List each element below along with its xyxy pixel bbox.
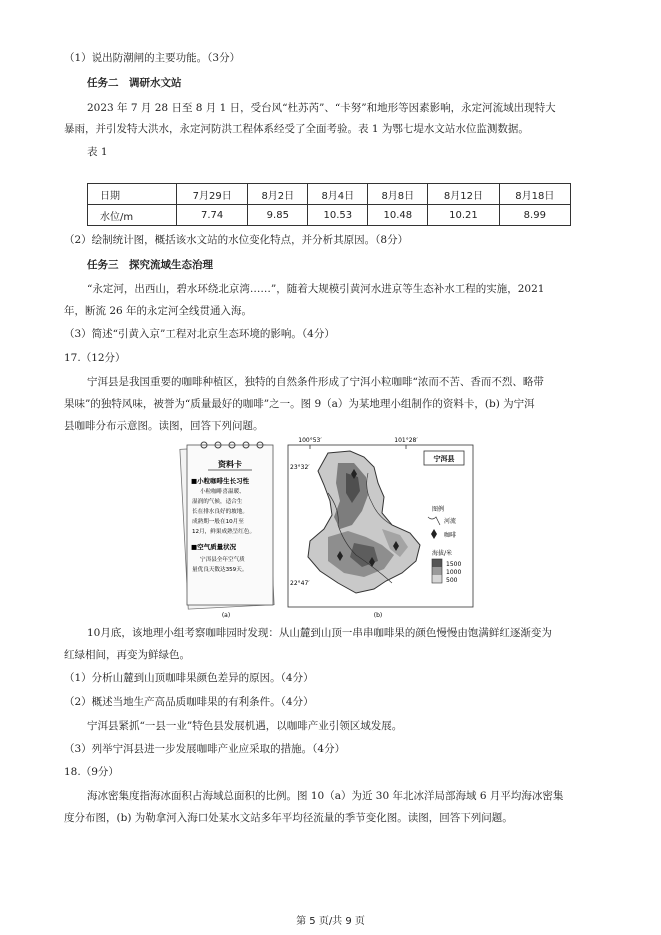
- map-subcaption: (b): [373, 612, 383, 619]
- q18-heading: 18.（9分）: [64, 766, 119, 778]
- table-cell: 9.85: [248, 205, 308, 226]
- ninger-map: [288, 437, 473, 619]
- paragraph-line: 2023 年 7 月 28 日至 8 月 1 日，受台风“杜苏芮”、“卡努”和地形等因素影响，永定河流域出现特大: [87, 102, 556, 114]
- table-header-cell: 日期: [88, 184, 177, 205]
- card-title: 资料卡: [218, 460, 242, 469]
- q17-1-line: （1）分析山麓到山顶咖啡果颜色差异的原因。（4分）: [64, 672, 314, 684]
- q2-line: （2）绘制统计图，概括该水文站的水位变化特点，并分析其原因。（8分）: [64, 234, 409, 246]
- table-cell: 8月8日: [368, 184, 428, 205]
- paragraph-line: 年，断流 26 年的永定河全线贯通入海。: [64, 305, 253, 317]
- paragraph-line: 红绿相间，再变为鲜绿色。: [64, 649, 190, 661]
- elevation-value: 1500: [446, 561, 462, 568]
- table-cell: 7月29日: [177, 184, 248, 205]
- card-heading: ■空气质量状况: [191, 543, 237, 551]
- table-cell: 7.74: [177, 205, 248, 226]
- card-text: 小粒咖啡喜温暖、: [200, 489, 245, 495]
- resource-card: [180, 442, 274, 619]
- task2-heading: 任务二 调研水文站: [87, 77, 182, 89]
- paragraph-line: 县咖啡分布示意图。读图，回答下列问题。: [64, 420, 264, 432]
- legend-river: 河流: [444, 518, 457, 525]
- table-cell: 8月2日: [248, 184, 308, 205]
- paragraph-line: 度分布图，(b) 为勒拿河入海口处某水文站多年平均径流量的季节变化图。读图，回答下列问题。: [64, 812, 513, 824]
- table-cell: 8.99: [499, 205, 570, 226]
- table-cell: 10.53: [308, 205, 368, 226]
- q17-2-line: （2）概述当地生产高品质咖啡果的有利条件。（4分）: [64, 696, 314, 708]
- card-text: 12月，鲜果成熟呈红色。: [192, 529, 256, 535]
- elevation-value: 1000: [446, 569, 462, 576]
- longitude-label: 101°28′: [394, 437, 418, 444]
- table-cell: 10.48: [368, 205, 428, 226]
- table-cell: 8月12日: [428, 184, 499, 205]
- card-subcaption: (a): [221, 612, 231, 619]
- table-cell: 10.21: [428, 205, 499, 226]
- paragraph-line: 海冰密集度指海冰面积占海域总面积的比例。图 10（a）为近 30 年北冰洋局部海域 6 月平均海冰密集: [87, 790, 564, 802]
- paragraph-line: 宁洱县是我国重要的咖啡种植区，独特的自然条件形成了宁洱小粒咖啡“浓而不苦、香而不烈、略带: [87, 376, 544, 388]
- q1-line: （1）说出防潮闸的主要功能。（3分）: [64, 52, 241, 64]
- table-row: [88, 205, 571, 226]
- latitude-label: 23°32′: [290, 464, 310, 471]
- paragraph-line: 果味”的独特风味，被誉为“质量最好的咖啡”之一。图 9（a）为某地理小组制作的资料卡，(b) 为宁洱: [64, 398, 535, 410]
- paragraph-line: 10月底，该地理小组考察咖啡园时发现：从山麓到山顶一串串咖啡果的颜色慢慢由饱满鲜红逐渐变为: [87, 627, 552, 639]
- elevation-title: 海拔/米: [432, 550, 453, 557]
- longitude-label: 100°53′: [298, 437, 322, 444]
- card-text: 宁洱县全年空气质: [200, 557, 245, 563]
- table-cell: 8月4日: [308, 184, 368, 205]
- card-text: 长在排水良好的坡地。: [192, 509, 248, 515]
- water-level-table: [87, 183, 571, 226]
- paragraph-line: 暴雨，并引发特大洪水，永定河防洪工程体系经受了全面考验。表 1 为鄂七堤水文站水位监测数据。: [64, 123, 529, 135]
- card-text: 量优良天数达359天。: [192, 567, 248, 573]
- table-cell: 8月18日: [499, 184, 570, 205]
- elevation-value: 500: [446, 577, 458, 584]
- task3-heading: 任务三 探究流域生态治理: [87, 259, 213, 271]
- q3-line: （3）简述“引黄入京”工程对北京生态环境的影响。（4分）: [64, 328, 335, 340]
- paragraph-line: “永定河，出西山，碧水环绕北京湾……”，随着大规模引黄河水进京等生态补水工程的实施，2021: [87, 283, 545, 295]
- figure-9: [178, 433, 476, 621]
- table-caption: 表 1: [87, 146, 108, 158]
- card-heading: ■小粒咖啡生长习性: [191, 477, 250, 485]
- latitude-label: 22°47′: [290, 580, 310, 587]
- table-header-cell: 水位/m: [88, 205, 177, 226]
- paragraph-line: 宁洱县紧抓“一县一业”特色县发展机遇，以咖啡产业引领区域发展。: [87, 720, 403, 732]
- table-row: [88, 184, 571, 205]
- legend-title: 图例: [432, 506, 445, 513]
- q17-3-line: （3）列举宁洱县进一步发展咖啡产业应采取的措施。（4分）: [64, 743, 346, 755]
- legend-coffee: 咖啡: [444, 532, 457, 539]
- card-text: 成熟期一般在10月至: [192, 519, 244, 525]
- q17-heading: 17.（12分）: [64, 352, 126, 364]
- county-label: 宁洱县: [433, 455, 455, 463]
- page-footer: 第 5 页/共 9 页: [296, 916, 365, 927]
- card-text: 湿润的气候，适合生: [192, 499, 243, 505]
